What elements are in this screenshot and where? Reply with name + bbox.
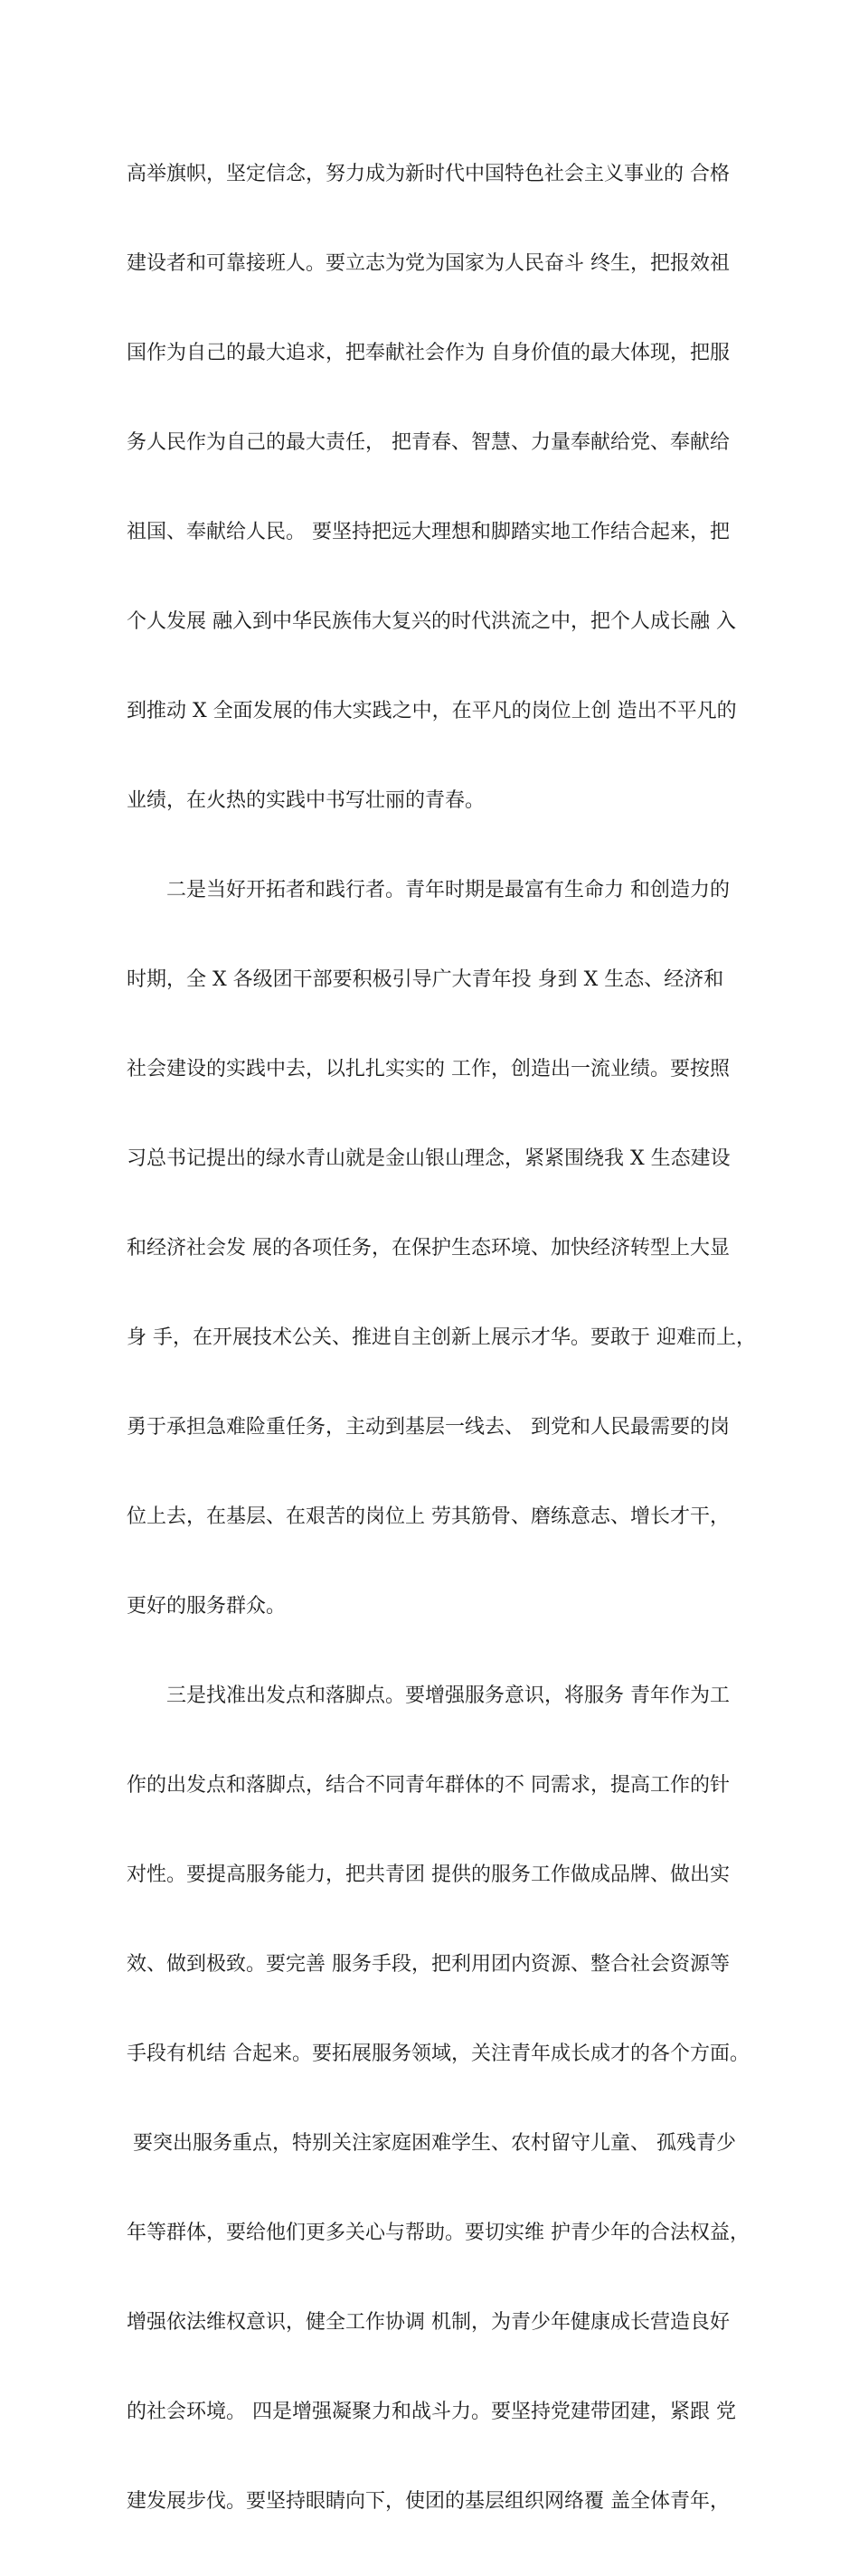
text-line: 建发展步伐。要坚持眼睛向下，使团的基层组织网络覆 盖全体青年， bbox=[127, 2490, 730, 2513]
text-line: 习总书记提出的绿水青山就是金山银山理念，紧紧围绕我 X 生态建设 bbox=[127, 1147, 731, 1170]
text-line: 三是找准出发点和落脚点。要增强服务意识，将服务 青年作为工 bbox=[127, 1684, 730, 1707]
text-line: 效、做到极致。要完善 服务手段，把利用团内资源、整合社会资源等 bbox=[127, 1953, 730, 1976]
text-line: 二是当好开拓者和践行者。青年时期是最富有生命力 和创造力的 bbox=[127, 879, 730, 901]
text-line: 业绩，在火热的实践中书写壮丽的青春。 bbox=[127, 789, 486, 812]
text-line: 要突出服务重点，特别关注家庭困难学生、农村留守儿童、 孤残青少 bbox=[127, 2132, 736, 2155]
text-line: 祖国、奉献给人民。 要坚持把远大理想和脚踏实地工作结合起来，把 bbox=[127, 521, 730, 543]
text-line: 社会建设的实践中去，以扎扎实实的 工作，创造出一流业绩。要按照 bbox=[127, 1058, 730, 1080]
text-line: 位上去，在基层、在艰苦的岗位上 劳其筋骨、磨练意志、增长才干， bbox=[127, 1505, 730, 1528]
text-line: 年等群体，要给他们更多关心与帮助。要切实维 护青少年的合法权益， bbox=[127, 2222, 750, 2244]
text-line: 的社会环境。 四是增强凝聚力和战斗力。要坚持党建带团建，紧跟 党 bbox=[127, 2401, 736, 2423]
text-line: 作的出发点和落脚点，结合不同青年群体的不 同需求，提高工作的针 bbox=[127, 1774, 730, 1797]
text-line: 和经济社会发 展的各项任务，在保护生态环境、加快经济转型上大显 bbox=[127, 1237, 730, 1260]
text-line: 更好的服务群众。 bbox=[127, 1595, 287, 1618]
text-line: 到推动 X 全面发展的伟大实践之中，在平凡的岗位上创 造出不平凡的 bbox=[127, 700, 737, 722]
text-line: 务人民作为自己的最大责任， 把青春、智慧、力量奉献给党、奉献给 bbox=[127, 431, 730, 454]
text-line: 勇于承担急难险重任务，主动到基层一线去、 到党和人民最需要的岗 bbox=[127, 1416, 730, 1439]
text-line: 身 手，在开展技术公关、推进自主创新上展示才华。要敢于 迎难而上， bbox=[127, 1326, 756, 1349]
text-line: 高举旗帜，坚定信念，努力成为新时代中国特色社会主义事业的 合格 bbox=[127, 163, 730, 185]
text-line: 手段有机结 合起来。要拓展服务领域，关注青年成长成才的各个方面。 bbox=[127, 2043, 750, 2065]
text-line: 时期，全 X 各级团干部要积极引导广大青年投 身到 X 生态、经济和 bbox=[127, 968, 724, 991]
text-line: 增强依法维权意识，健全工作协调 机制，为青少年健康成长营造良好 bbox=[127, 2311, 730, 2334]
text-line: 个人发展 融入到中华民族伟大复兴的时代洪流之中，把个人成长融 入 bbox=[127, 610, 736, 633]
text-line: 国作为自己的最大追求，把奉献社会作为 自身价值的最大体现，把服 bbox=[127, 342, 730, 364]
text-line: 建设者和可靠接班人。要立志为党为国家为人民奋斗 终生，把报效祖 bbox=[127, 252, 730, 275]
document-body bbox=[127, 99, 756, 2576]
text-line: 对性。要提高服务能力，把共青团 提供的服务工作做成品牌、做出实 bbox=[127, 1864, 730, 1886]
